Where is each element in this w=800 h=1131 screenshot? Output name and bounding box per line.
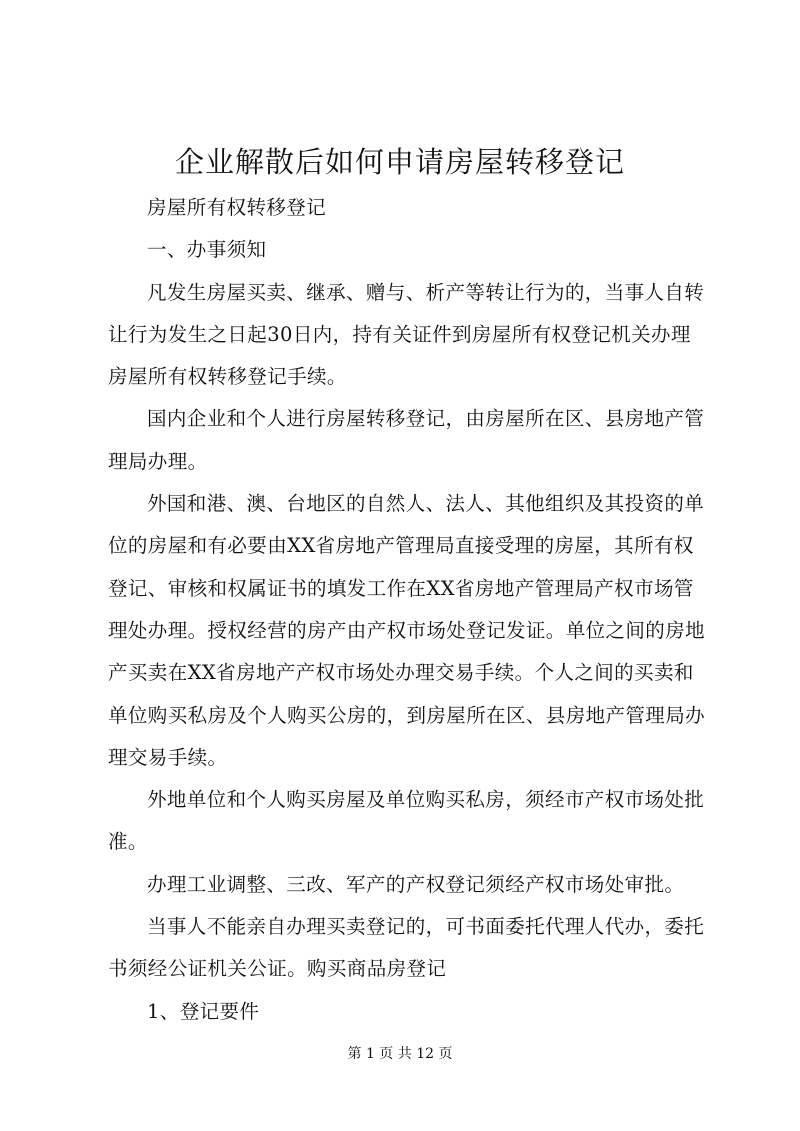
- paragraph-transfer-rules: 凡发生房屋买卖、继承、赠与、析产等转让行为的，当事人自转让行为发生之日起30日内，持有关证件到房屋所有权登记机关办理房屋所有权转移登记手续。: [108, 280, 705, 389]
- paragraph-foreign-registration: 外国和港、澳、台地区的自然人、法人、其他组织及其投资的单位的房屋和有必要由XX省房地产管理局直接受理的房屋，其所有权登记、审核和权属证书的填发工作在XX省房地产管理局产权市场管理处办理。授权经营的房产由产权市场处登记发证。单位之间的房地产买卖在XX省房地产产权市场处办理交易手续。个人之间的买卖和单位购买私房及个人购买公房的，到房屋所在区、县房地产管理局办理交易手续。: [108, 492, 706, 769]
- paragraph-outside-purchase: 外地单位和个人购买房屋及单位购买私房，须经市产权市场处批准。: [108, 788, 705, 854]
- paragraph-registration-requirements: 1、登记要件: [147, 999, 260, 1023]
- paragraph-domestic-registration: 国内企业和个人进行房屋转移登记，由房屋所在区、县房地产管理局办理。: [108, 407, 705, 473]
- paragraph-section-heading: 房屋所有权转移登记: [147, 196, 327, 219]
- paragraph-proxy-registration: 当事人不能亲自办理买卖登记的，可书面委托代理人代办，委托书须经公证机关公证。购买商品房登记: [108, 915, 705, 981]
- document-title: 企业解散后如何申请房屋转移登记: [174, 145, 625, 179]
- page-footer: 第 1 页 共 12 页: [347, 1046, 453, 1062]
- paragraph-industrial-adjustment: 办理工业调整、三改、军产的产权登记须经产权市场处审批。: [147, 872, 685, 896]
- document-body: [108, 187, 706, 1033]
- paragraph-subheading-notice: 一、办事须知: [147, 238, 267, 262]
